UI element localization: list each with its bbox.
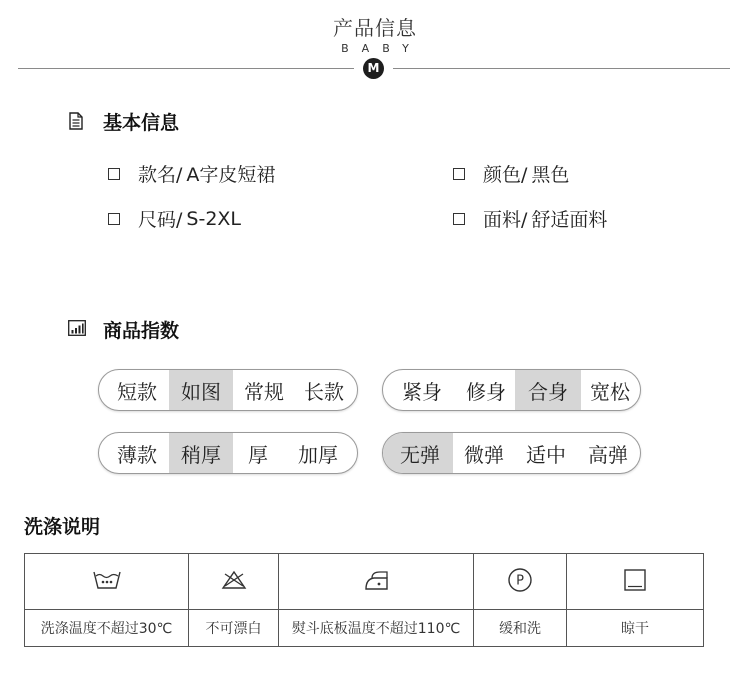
care-table [24, 553, 704, 647]
basic-info-heading: 基本信息 [103, 112, 180, 134]
info-value: 黑色 [531, 164, 570, 186]
checkbox-square-icon [108, 168, 120, 180]
option-slim[interactable]: 修身 [466, 379, 506, 404]
care-cell [279, 554, 474, 610]
option-long[interactable]: 长款 [304, 379, 344, 404]
option-slightly-thick[interactable]: 稍厚 [169, 433, 233, 473]
signal-bars-icon [68, 320, 86, 340]
care-label: 缓和洗 [474, 610, 567, 647]
option-extra-thick[interactable]: 加厚 [298, 442, 338, 467]
info-item-size [108, 205, 241, 232]
info-value: S-2XL [186, 207, 242, 230]
brand-badge: M [363, 58, 384, 79]
fit-selector [382, 369, 641, 411]
checkbox-square-icon [453, 168, 465, 180]
care-cell [189, 554, 279, 610]
no-bleach-icon [221, 570, 247, 594]
care-heading: 洗涤说明 [24, 516, 101, 538]
header-divider-right [393, 68, 730, 69]
option-medium-stretch[interactable]: 适中 [526, 442, 566, 467]
care-cell [25, 554, 189, 610]
product-index-heading: 商品指数 [103, 320, 180, 342]
option-short[interactable]: 短款 [117, 379, 157, 404]
line-dry-icon [623, 568, 647, 596]
thickness-selector [98, 432, 358, 474]
info-value: 舒适面料 [531, 209, 608, 231]
option-slight-stretch[interactable]: 微弹 [464, 442, 504, 467]
care-label: 熨斗底板温度不超过110℃ [279, 610, 474, 647]
care-cell [567, 554, 704, 610]
option-thin[interactable]: 薄款 [117, 442, 157, 467]
info-label: 颜色/ [483, 164, 528, 186]
care-label: 晾干 [567, 610, 704, 647]
option-high-stretch[interactable]: 高弹 [588, 442, 628, 467]
dry-clean-p-icon [507, 567, 533, 597]
option-no-stretch[interactable]: 无弹 [383, 433, 453, 473]
checkbox-square-icon [453, 213, 465, 225]
option-loose[interactable]: 宽松 [590, 379, 630, 404]
care-cell [474, 554, 567, 610]
page-subtitle: BABY [341, 42, 422, 55]
care-label: 不可漂白 [189, 610, 279, 647]
option-regular[interactable]: 常规 [244, 379, 284, 404]
info-item-color [453, 160, 569, 187]
document-icon [68, 112, 84, 134]
info-item-style-name [108, 160, 275, 187]
info-label: 尺码/ [138, 209, 183, 231]
checkbox-square-icon [108, 213, 120, 225]
option-tight[interactable]: 紧身 [402, 379, 442, 404]
care-labels-row [25, 610, 704, 647]
page-title: 产品信息 [333, 16, 417, 40]
option-as-shown[interactable]: 如图 [169, 370, 233, 410]
svg-text:P: P [516, 573, 524, 588]
info-label: 款名/ [138, 164, 183, 186]
info-value: A字皮短裙 [186, 164, 276, 186]
info-label: 面料/ [483, 209, 528, 231]
care-label: 洗涤温度不超过30℃ [25, 610, 189, 647]
option-thick[interactable]: 厚 [248, 442, 268, 467]
iron-icon [360, 569, 392, 595]
wash-30-icon [92, 569, 122, 595]
elasticity-selector [382, 432, 641, 474]
option-fitted[interactable]: 合身 [515, 370, 581, 410]
length-selector [98, 369, 358, 411]
care-icons-row [25, 554, 704, 610]
header-divider-left [18, 68, 354, 69]
info-item-fabric [453, 205, 607, 232]
